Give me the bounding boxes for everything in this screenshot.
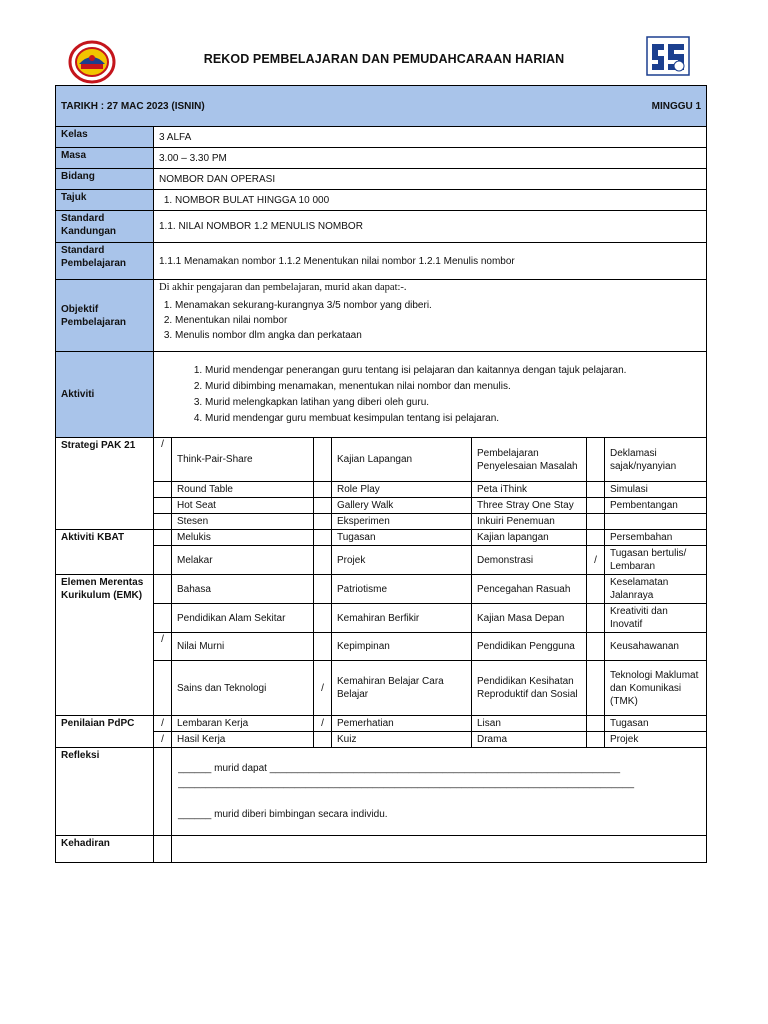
aktiviti-item: 1. Murid mendengar penerangan guru tentang isi pelajaran dan kaitannya dengan tajuk pelajaran. [205,363,701,379]
refleksi-label: Refleksi [56,748,154,836]
emk-option: Pendidikan Kesihatan Reproduktif dan Sosial [472,661,587,716]
emk-option: Pendidikan Alam Sekitar [172,604,314,633]
penilaian-option: Lembaran Kerja [172,716,314,732]
kbat-option: Melakar [172,546,314,575]
checkbox-cell[interactable] [314,498,332,514]
objektif-list [159,298,701,343]
kbat-option: Demonstrasi [472,546,587,575]
strategi-label [56,438,154,530]
sp-value: 1.1.1 Menamakan nombor 1.1.2 Menentukan nilai nombor 1.2.1 Menulis nombor [154,243,707,280]
strategi-option: Pembentangan [605,498,707,514]
kbat-option: Tugasan bertulis/ Lembaran [605,546,707,575]
checkbox-cell[interactable] [587,661,605,716]
document-title: REKOD PEMBELAJARAN DAN PEMUDAHCARAAN HARIAN [203,52,565,66]
masa-value: 3.00 – 3.30 PM [154,148,707,169]
rph-table [55,85,707,863]
kbat-option: Kajian lapangan [472,530,587,546]
strategi-option: Deklamasi sajak/nyanyian [605,438,707,482]
tarikh-text: TARIKH : 27 MAC 2023 (ISNIN) [61,100,205,112]
kbat-label: Aktiviti KBAT [56,530,154,575]
tick-mark[interactable]: / [314,716,332,732]
checkbox-cell[interactable] [314,633,332,661]
objektif-intro: Di akhir pengajaran dan pembelajaran, murid akan dapat:-. [159,282,407,293]
aktiviti-cell [154,352,707,438]
tajuk-value [154,190,707,211]
emk-option: Kreativiti dan Inovatif [605,604,707,633]
checkbox-cell[interactable] [587,482,605,498]
sk-value: 1.1. NILAI NOMBOR 1.2 MENULIS NOMBOR [154,211,707,243]
strategi-option: Inkuiri Penemuan [472,514,587,530]
strategi-option: Role Play [332,482,472,498]
aktiviti-label: Aktiviti [56,352,154,438]
emk-option: Bahasa [172,575,314,604]
emk-option: Keselamatan Jalanraya [605,575,707,604]
checkbox-cell[interactable] [314,482,332,498]
emk-option: Keusahawanan [605,633,707,661]
checkbox-cell[interactable] [587,633,605,661]
kbat-option: Melukis [172,530,314,546]
tick-mark[interactable]: / [154,732,172,748]
strategi-option: Kajian Lapangan [332,438,472,482]
strategi-option: Simulasi [605,482,707,498]
penilaian-option: Pemerhatian [332,716,472,732]
strategi-option: Stesen [172,514,314,530]
checkbox-cell[interactable] [314,546,332,575]
checkbox-cell[interactable] [314,514,332,530]
checkbox-cell[interactable] [587,514,605,530]
checkbox-cell[interactable] [154,604,172,633]
strategi-option: Pembelajaran Penyelesaian Masalah [472,438,587,482]
minggu-text: MINGGU 1 [651,100,702,112]
tick-mark[interactable]: / [314,661,332,716]
checkbox-cell[interactable] [314,438,332,482]
strategi-option: Eksperimen [332,514,472,530]
checkbox-cell[interactable] [154,514,172,530]
checkbox-cell[interactable] [154,498,172,514]
emk-option: Teknologi Maklumat dan Komunikasi (TMK) [605,661,707,716]
checkbox-cell[interactable] [154,482,172,498]
checkbox-cell[interactable] [154,661,172,716]
checkbox-cell[interactable] [154,575,172,604]
penilaian-option: Tugasan [605,716,707,732]
emk-option: Kepimpinan [332,633,472,661]
aktiviti-item: 2. Murid dibimbing menamakan, menentukan nilai nombor dan menulis. [205,379,701,395]
checkbox-cell[interactable] [587,732,605,748]
kelas-label: Kelas [56,127,154,148]
checkbox-cell[interactable] [314,575,332,604]
objektif-item: 1. Menamakan sekurang-kurangnya 3/5 nombor yang diberi. [175,298,701,313]
kelas-value: 3 ALFA [154,127,707,148]
penilaian-label: Penilaian PdPC [56,716,154,748]
emk-option: Sains dan Teknologi [172,661,314,716]
checkbox-cell[interactable] [587,604,605,633]
checkbox-cell[interactable] [314,604,332,633]
tick-mark[interactable]: / [587,546,605,575]
checkbox-cell[interactable] [154,530,172,546]
penilaian-option: Lisan [472,716,587,732]
emk-option: Pencegahan Rasuah [472,575,587,604]
date-header-row [56,86,707,127]
refleksi-line: ______ murid diberi bimbingan secara individu. [178,809,388,820]
checkbox-cell[interactable] [587,716,605,732]
emk-option: Patriotisme [332,575,472,604]
strategi-option: Round Table [172,482,314,498]
strategi-option: Think-Pair-Share [172,438,314,482]
kbat-option: Projek [332,546,472,575]
tajuk-item: 1. NOMBOR BULAT HINGGA 10 000 [175,193,701,208]
refleksi-line: __________________________________________________________________________________ [178,778,635,789]
emk-option: Kajian Masa Depan [472,604,587,633]
checkbox-cell[interactable] [154,836,172,863]
tick-mark[interactable]: / [154,438,172,482]
refleksi-line: ______ murid dapat _______________________________________________________________ [178,763,621,774]
sk-label: Standard Kandungan [56,211,154,243]
checkbox-cell[interactable] [587,438,605,482]
aktiviti-list [159,363,701,427]
bidang-label: Bidang [56,169,154,190]
strategi-option: Gallery Walk [332,498,472,514]
tick-mark[interactable]: / [154,716,172,732]
sp-label: Standard Pembelajaran [56,243,154,280]
objektif-label: Objektif Pembelajaran [56,280,154,352]
strategi-option: Three Stray One Stay [472,498,587,514]
aktiviti-item: 4. Murid mendengar guru membuat kesimpulan tentang isi pelajaran. [205,411,701,427]
refleksi-cell[interactable] [172,748,707,836]
strategi-option: Hot Seat [172,498,314,514]
penilaian-option: Kuiz [332,732,472,748]
penilaian-option: Projek [605,732,707,748]
emk-option: Kemahiran Berfikir [332,604,472,633]
emk-option: Nilai Murni [172,633,314,661]
checkbox-cell[interactable] [587,530,605,546]
strategi-label-text: Strategi PAK 21 [61,440,136,451]
checkbox-cell[interactable] [154,748,172,836]
kbat-option: Tugasan [332,530,472,546]
emk-label: Elemen Merentas Kurikulum (EMK) [56,575,154,716]
checkbox-cell[interactable] [587,498,605,514]
checkbox-cell[interactable] [587,575,605,604]
emk-option: Pendidikan Pengguna [472,633,587,661]
checkbox-cell[interactable] [154,546,172,575]
objektif-item: 2. Menentukan nilai nombor [175,313,701,328]
aktiviti-item: 3. Murid melengkapkan latihan yang diberi oleh guru. [205,395,701,411]
kehadiran-label: Kehadiran [56,836,154,863]
checkbox-cell[interactable] [314,732,332,748]
objektif-cell [154,280,707,352]
tajuk-label: Tajuk [56,190,154,211]
bidang-value: NOMBOR DAN OPERASI [154,169,707,190]
masa-label: Masa [56,148,154,169]
checkbox-cell[interactable] [314,530,332,546]
tick-mark[interactable]: / [154,633,172,661]
kehadiran-cell[interactable] [172,836,707,863]
kbat-option: Persembahan [605,530,707,546]
strategi-option: Peta iThink [472,482,587,498]
strategi-option [605,514,707,530]
objektif-item: 3. Menulis nombor dlm angka dan perkataan [175,328,701,343]
emk-option: Kemahiran Belajar Cara Belajar [332,661,472,716]
penilaian-option: Hasil Kerja [172,732,314,748]
penilaian-option: Drama [472,732,587,748]
